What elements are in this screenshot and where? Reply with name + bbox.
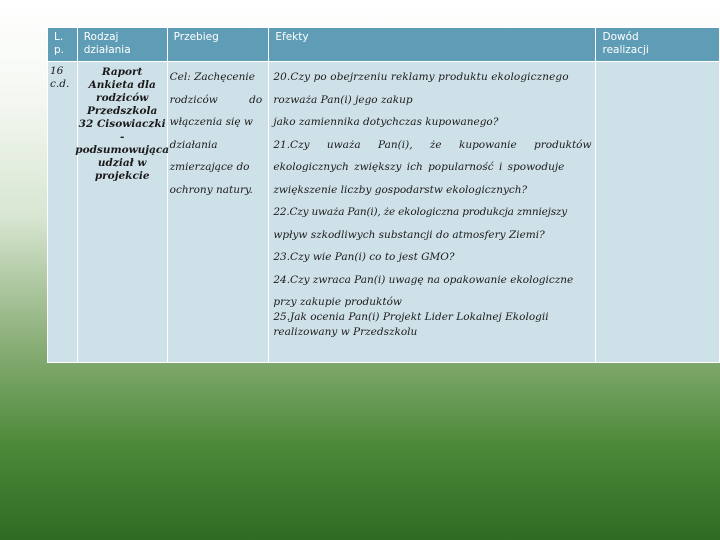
- rodzaj-line: udział w: [97, 157, 147, 169]
- efekty-line: 25.Jak ocenia Pan(i) Projekt Lider Lokalnej Ekologii: [273, 311, 549, 323]
- cell-dowod: [596, 62, 720, 363]
- rodzaj-line: -: [119, 131, 125, 143]
- efekty-line: zwiększenie liczby gospodarstw ekologicznych?: [273, 183, 528, 196]
- rodzaj-line: Przedszkola: [86, 105, 158, 117]
- przebieg-line: rodziców do: [169, 93, 263, 106]
- przebieg-line: zmierzające do: [169, 161, 250, 173]
- cell-rodzaj: [75, 62, 170, 363]
- header-rodzaj: Rodzaj działania: [77, 28, 167, 62]
- header-dowod: Dowód realizacji: [596, 28, 720, 62]
- efekty-line: jako zamiennika dotychczas kupowanego?: [273, 116, 499, 128]
- header-lp: L. p.: [48, 28, 78, 62]
- header-row: [48, 28, 720, 62]
- efekty-line: 22.Czy uważa Pan(i), że ekologiczna produkcja zmniejszy: [273, 206, 567, 218]
- rodzaj-line: Ankieta dla: [88, 79, 156, 91]
- efekty-line: 24.Czy zwraca Pan(i) uwagę na opakowanie ekologiczne: [273, 273, 574, 286]
- rodzaj-line: podsumowująca: [75, 144, 170, 156]
- efekty-line: 20.Czy po obejrzeniu reklamy produktu ekologicznego: [273, 71, 569, 83]
- report-table: [47, 27, 720, 363]
- efekty-line: przy zakupie produktów: [273, 296, 402, 308]
- efekty-line: 21.Czy uważa Pan(i), że kupowanie produktów: [273, 138, 592, 151]
- rodzaj-line: 32 Cisowiaczki: [78, 118, 166, 130]
- efekty-line: 23.Czy wie Pan(i) co to jest GMO?: [273, 251, 455, 263]
- rodzaj-line: Raport: [101, 66, 143, 78]
- efekty-line: realizowany w Przedszkolu: [273, 326, 418, 338]
- przebieg-line: włączenia się w: [169, 116, 253, 128]
- przebieg-line: ochrony natury.: [169, 183, 253, 196]
- header-przebieg: Przebieg: [167, 28, 269, 62]
- cell-przebieg: [167, 62, 269, 363]
- cell-efekty: [269, 62, 596, 363]
- przebieg-line: działania: [169, 138, 218, 151]
- rodzaj-line: rodziców: [96, 92, 149, 104]
- efekty-line: ekologicznych zwiększy ich popularność i spowoduje: [273, 161, 565, 173]
- table-row: [48, 62, 720, 363]
- cell-lp: 16 c.d.: [48, 62, 78, 363]
- efekty-line: wpływ szkodliwych substancji do atmosfery Ziemi?: [273, 228, 545, 241]
- efekty-line: rozważa Pan(i) jego zakup: [273, 93, 413, 106]
- przebieg-line: Cel: Zachęcenie: [169, 71, 255, 83]
- rodzaj-line: projekcie: [94, 170, 150, 182]
- header-efekty: Efekty: [269, 28, 596, 62]
